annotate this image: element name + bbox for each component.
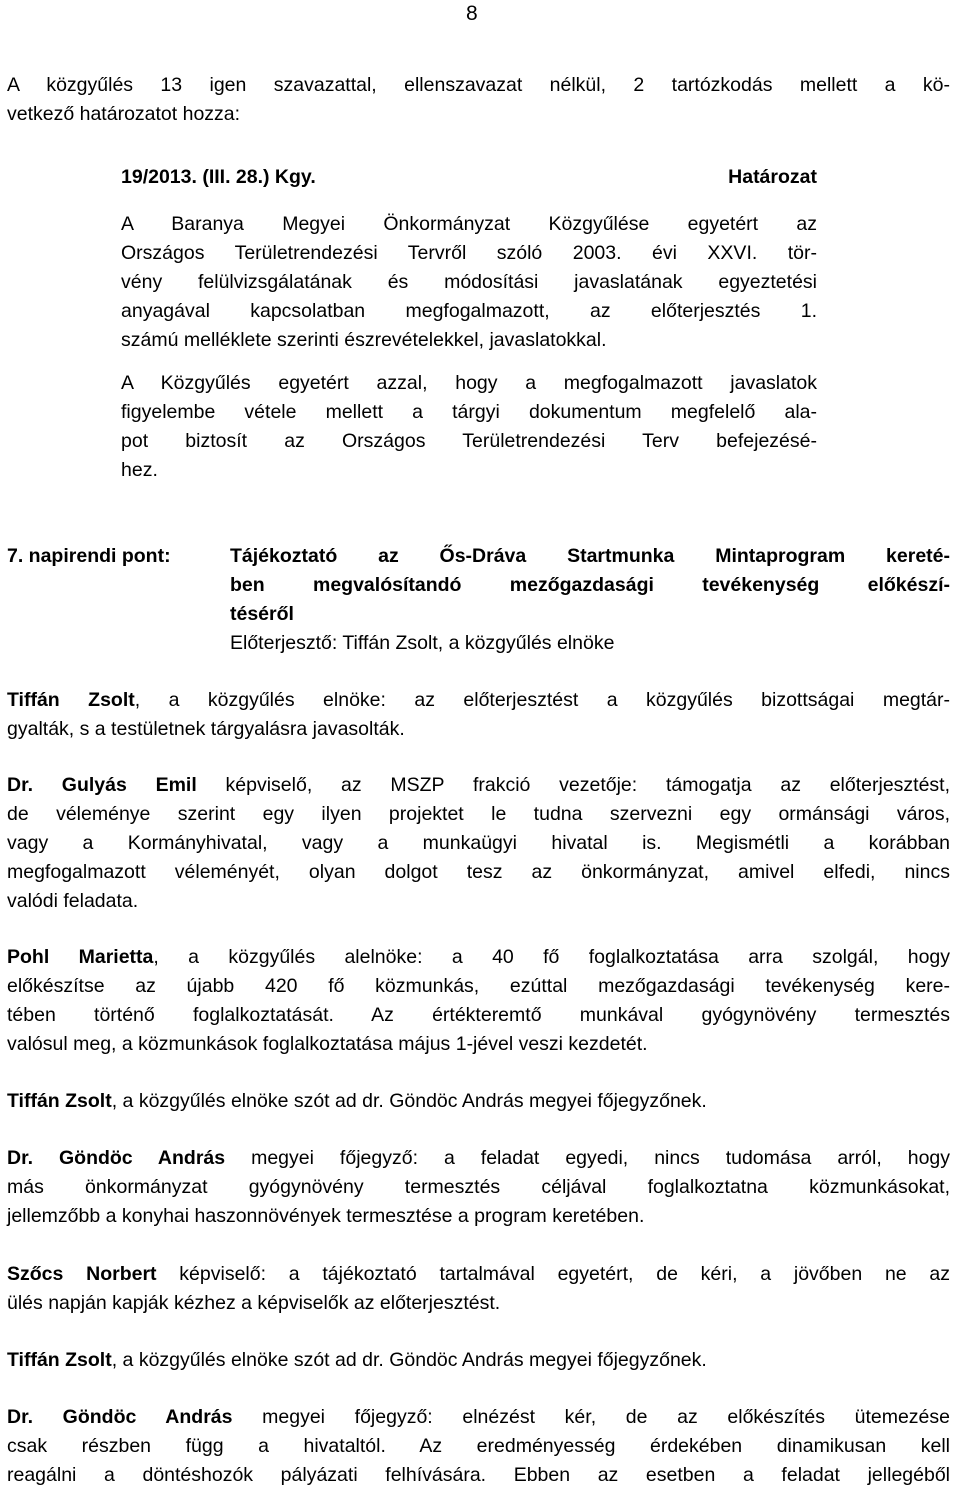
paragraph-line: csak részben függ a hivataltól. Az eredményesség érdekében dinamikusan kell [7, 1435, 950, 1457]
agenda-title-line: Tájékoztató az Ős-Dráva Startmunka Mintaprogram kereté- [230, 545, 950, 567]
speaker-name: Szőcs Norbert [7, 1263, 157, 1285]
paragraph-line: tében történő foglalkoztatását. Az értékteremtő munkával gyógynövény termesztés [7, 1004, 950, 1026]
line-text: , a közgyűlés elnöke szót ad dr. Göndöc András megyei főjegyzőnek. [111, 1349, 707, 1371]
resolution-line: anyagával kapcsolatban megfogalmazott, az előterjesztés 1. [121, 300, 817, 322]
resolution-line: számú melléklete szerinti észrevételekkel, javaslatokkal. [121, 329, 607, 351]
resolution-line: hez. [121, 459, 158, 481]
speaker-name: Dr. Gulyás Emil [7, 774, 197, 796]
agenda-title-line: téséről [230, 603, 294, 625]
paragraph-line [7, 1087, 950, 1116]
speaker-name: Dr. Göndöc András [7, 1147, 226, 1169]
agenda-presenter: Előterjesztő: Tiffán Zsolt, a közgyűlés elnöke [230, 632, 615, 654]
paragraph-line [7, 1260, 950, 1289]
paragraph-line [7, 686, 950, 715]
page-number: 8 [466, 2, 478, 25]
resolution-paragraph-1 [121, 210, 817, 355]
paragraph-line: vagy a Kormányhivatal, vagy a munkaügyi hivatal is. Megismétli a korábban [7, 832, 950, 854]
agenda-label: 7. napirendi pont: [7, 545, 171, 567]
minutes-paragraph [7, 1260, 950, 1318]
intro-line: A közgyűlés 13 igen szavazattal, ellenszavazat nélkül, 2 tartózkodás mellett a kö- [7, 74, 950, 96]
minutes-paragraph [7, 771, 950, 916]
resolution-label: Határozat [728, 166, 817, 188]
paragraph-line: valódi feladata. [7, 890, 139, 912]
minutes-paragraph [7, 686, 950, 744]
paragraph-line: reagálni a döntéshozók pályázati felhívására. Ebben az esetben a feladat jellegéből [7, 1464, 950, 1486]
speaker-name: Tiffán Zsolt [7, 689, 135, 711]
paragraph-line: valósul meg, a közmunkások foglalkoztatása május 1-jével veszi kezdetét. [7, 1033, 648, 1055]
paragraph-line [7, 1346, 950, 1375]
speaker-name: Dr. Göndöc András [7, 1406, 233, 1428]
speaker-name: Tiffán Zsolt [7, 1090, 112, 1112]
resolution-line: A Baranya Megyei Önkormányzat Közgyűlése egyetért az [121, 213, 817, 235]
paragraph-line: megfogalmazott véleményét, olyan dolgot tesz az önkormányzat, amivel elfedi, nincs [7, 861, 950, 883]
paragraph-line: más önkormányzat gyógynövény termesztés céljával foglalkoztatna közmunkásokat, [7, 1176, 950, 1198]
intro-paragraph [7, 71, 950, 129]
paragraph-line: előkészítse az újabb 420 fő közmunkás, ezúttal mezőgazdasági tevékenység kere- [7, 975, 950, 997]
paragraph-line [7, 771, 950, 800]
resolution-number: 19/2013. (III. 28.) Kgy. [121, 166, 316, 188]
resolution-paragraph-2 [121, 369, 817, 485]
line-text: , a közgyűlés elnöke szót ad dr. Göndöc András megyei főjegyzőnek. [111, 1090, 707, 1112]
resolution-line: figyelembe vétele mellett a tárgyi dokumentum megfelelő ala- [121, 401, 817, 423]
speaker-name: Tiffán Zsolt [7, 1349, 112, 1371]
minutes-paragraph [7, 1346, 950, 1375]
paragraph-line [7, 1403, 950, 1432]
line-text: , a közgyűlés alelnöke: a 40 fő foglalkoztatása arra szolgál, hogy [153, 946, 951, 968]
minutes-paragraph [7, 1144, 950, 1231]
paragraph-line: jellemzőbb a konyhai haszonnövények termesztése a program keretében. [7, 1205, 645, 1227]
agenda-title [230, 542, 950, 658]
minutes-paragraph [7, 943, 950, 1059]
resolution-line: A Közgyűlés egyetért azzal, hogy a megfogalmazott javaslatok [121, 372, 817, 394]
paragraph-line: de véleménye szerint egy ilyen projektet le tudna szervezni egy ormánsági város, [7, 803, 950, 825]
line-text: , a közgyűlés elnöke: az előterjesztést a közgyűlés bizottságai megtár- [134, 689, 951, 711]
line-text: képviselő: a tájékoztató tartalmával egyetért, de kéri, a jövőben ne az [156, 1263, 950, 1285]
line-text: megyei főjegyző: a feladat egyedi, nincs tudomása arról, hogy [225, 1147, 951, 1169]
speaker-name: Pohl Marietta [7, 946, 154, 968]
agenda-title-line: ben megvalósítandó mezőgazdasági tevékenység előkészí- [230, 574, 950, 596]
resolution-header [121, 166, 817, 189]
minutes-paragraph [7, 1403, 950, 1490]
resolution-line: pot biztosít az Országos Területrendezési Terv befejezésé- [121, 430, 817, 452]
resolution-line: Országos Területrendezési Tervről szóló 2003. évi XXVI. tör- [121, 242, 817, 264]
paragraph-line: gyalták, s a testületnek tárgyalásra javasolták. [7, 718, 405, 740]
line-text: képviselő, az MSZP frakció vezetője: támogatja az előterjesztést, [196, 774, 951, 796]
paragraph-line: ülés napján kapják kézhez a képviselők az előterjesztést. [7, 1292, 501, 1314]
paragraph-line [7, 1144, 950, 1173]
resolution-line: vény felülvizsgálatának és módosítási javaslatának egyeztetési [121, 271, 817, 293]
minutes-paragraph [7, 1087, 950, 1116]
paragraph-line [7, 943, 950, 972]
intro-line: vetkező határozatot hozza: [7, 103, 241, 125]
line-text: megyei főjegyző: elnézést kér, de az előkészítés ütemezése [232, 1406, 950, 1428]
